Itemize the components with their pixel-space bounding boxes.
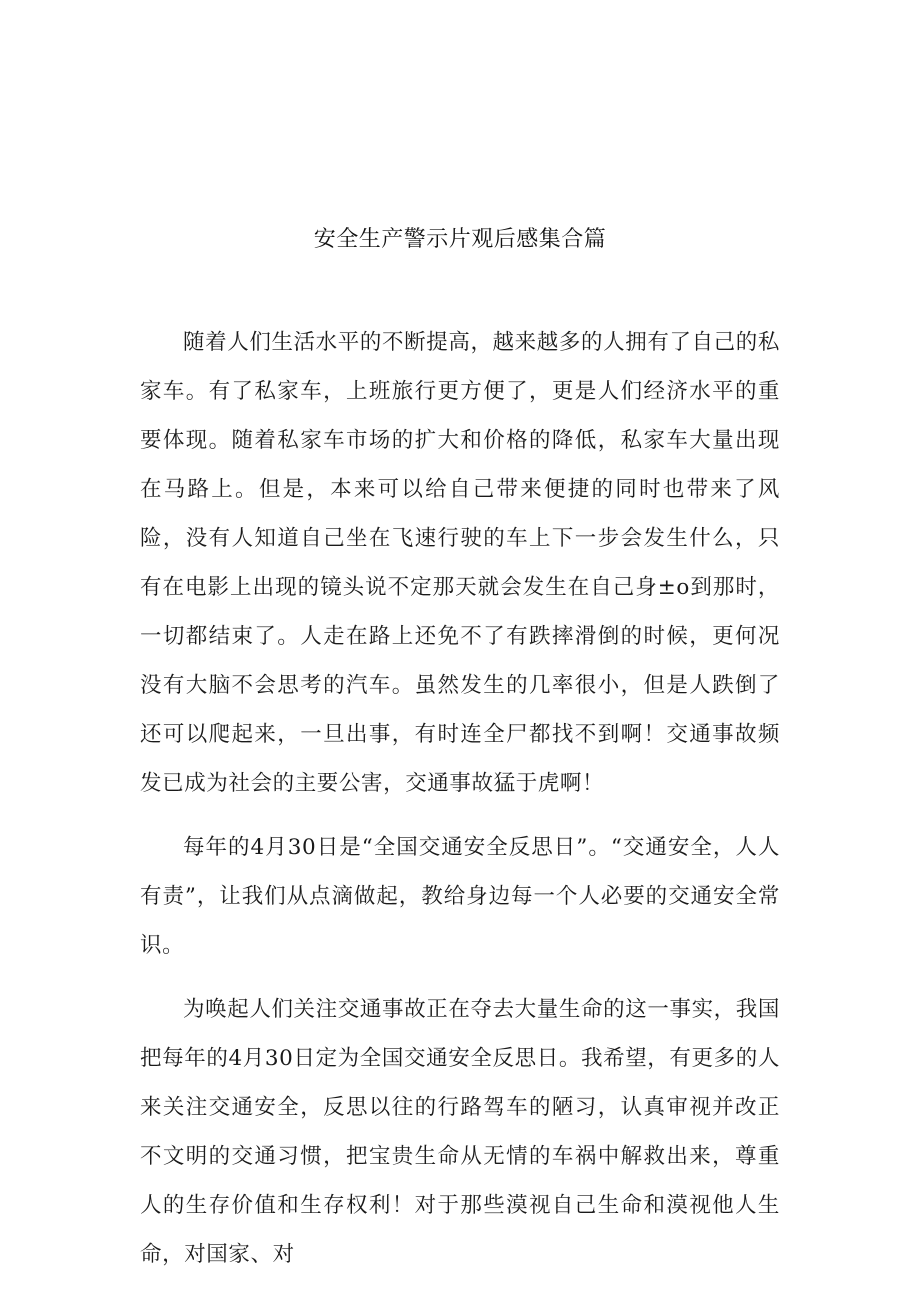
- paragraph-2: 每年的4月30日是“全国交通安全反思日”。“交通安全，人人有责”，让我们从点滴做起，教给身边每一个人必要的交通安全常识。: [140, 835, 780, 958]
- document-body: [140, 318, 780, 1294]
- document-title: 安全生产警示片观后感集合篇: [313, 227, 607, 252]
- paragraph-1: 随着人们生活水平的不断提高，越来越多的人拥有了自己的私家车。有了私家车，上班旅行更方便了，更是人们经济水平的重要体现。随着私家车市场的扩大和价格的降低，私家车大量出现在马路上。但是，本来可以给自己带来便捷的同时也带来了风险，没有人知道自己坐在飞速行驶的车上下一步会发生什么，只有在电影上出现的镜头说不定那天就会发生在自己身±o到那时，一切都结束了。人走在路上还免不了有跌摔滑倒的时候，更何况没有大脑不会思考的汽车。虽然发生的几率很小，但是人跌倒了还可以爬起来，一旦出事，有时连全尸都找不到啊！交通事故频发已成为社会的主要公害，交通事故猛于虎啊！: [140, 330, 780, 796]
- paragraph-3: 为唤起人们关注交通事故正在夺去大量生命的这一事实，我国把每年的4月30日定为全国交通安全反思日。我希望，有更多的人来关注交通安全，反思以往的行路驾车的陋习，认真审视并改正不文明的交通习惯，把宝贵生命从无情的车祸中解救出来，尊重人的生存价值和生存权利！对于那些漠视自己生命和漠视他人生命，对国家、对: [140, 997, 780, 1267]
